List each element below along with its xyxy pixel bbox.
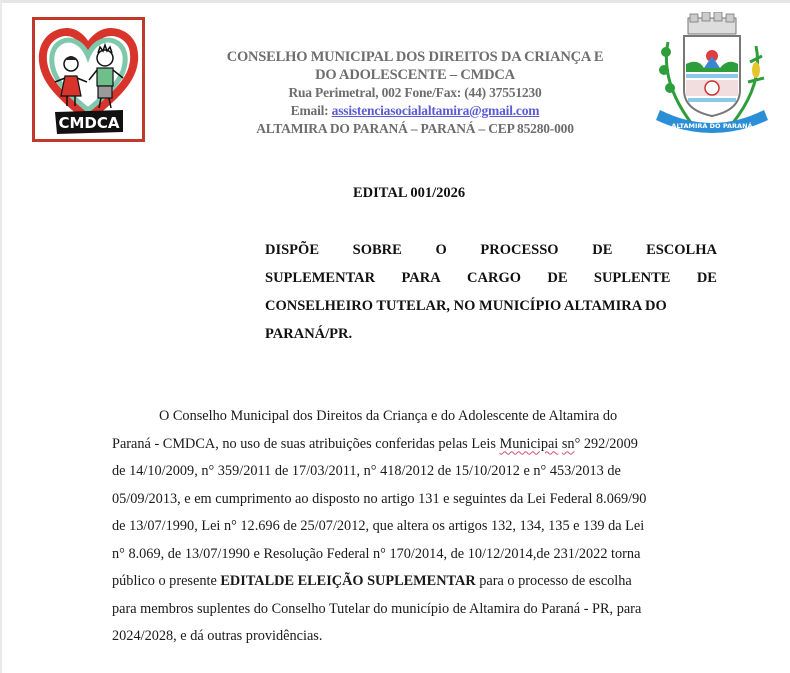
body-line-3: de 14/10/2009, n° 359/2011 de 17/03/2011, n° 418/2012 de 15/10/2012 e n° 453/2013 de [112, 463, 621, 479]
ementa-line-3: CONSELHEIRO TUTELAR, NO MUNICÍPIO ALTAMIRA DO [265, 298, 667, 314]
body-line-8: para membros suplentes do Conselho Tutelar do município de Altamira do Paraná - PR, para [112, 600, 642, 617]
body-paragraph [112, 403, 717, 651]
body-line-9: 2024/2028, e dá outras providências. [112, 628, 323, 644]
body-line-7 [112, 568, 717, 596]
body-text-segment: ° 292/2009 [574, 435, 638, 452]
ementa-word: DE [696, 270, 717, 286]
ementa-word: SOBRE [352, 242, 402, 258]
body-line-6: n° 8.069, de 13/07/1990 e Resolução Federal n° 170/2014, de 10/12/2014,de 231/2022 torna [112, 545, 641, 562]
body-line-5: de 13/07/1990, Lei n° 12.696 de 25/07/2012, que altera os artigos 132, 134, 135 e 139 da Lei [112, 518, 645, 534]
cmdca-logo [32, 17, 145, 142]
letterhead-org-line2: DO ADOLESCENTE – CMDCA [315, 67, 515, 83]
ementa [265, 236, 717, 348]
body-line-2 [112, 431, 717, 459]
ementa-line-2 [265, 264, 717, 292]
ementa-word: DE [592, 242, 613, 258]
ementa-word: SUPLEMENTAR [265, 270, 376, 286]
email-link[interactable]: assistenciasocialaltamira@gmail.com [331, 103, 540, 118]
body-text-segment: para o processo de escolha [479, 573, 632, 589]
cmdca-logo-graphic [35, 20, 142, 139]
ementa-word: DE [547, 270, 568, 286]
spellcheck-flagged-word[interactable]: Municipai [499, 435, 559, 452]
letterhead-address: Rua Perimetral, 002 Fone/Fax: (44) 37551230 [288, 85, 542, 100]
ementa-word: SUPLENTE [593, 270, 671, 286]
cmdca-logo-text: CMDCA [58, 114, 120, 132]
window-left-edge [0, 0, 2, 673]
letterhead-org-line1: CONSELHO MUNICIPAL DOS DIREITOS DA CRIANÇA E [226, 49, 604, 65]
edital-title: EDITAL 001/2026 [353, 185, 466, 201]
ementa-word: CARGO [467, 270, 522, 286]
ementa-word: PARA [401, 270, 441, 286]
spellcheck-flagged-word[interactable]: sn [561, 435, 575, 452]
body-text-segment: Paraná - CMDCA, no uso de suas atribuições conferidas pelas Leis [112, 435, 496, 452]
ementa-line-1 [265, 236, 717, 264]
body-text-segment: público o presente [112, 573, 217, 589]
seal-banner-text: ALTAMIRA DO PARANÁ [671, 122, 753, 130]
body-line-4: 05/09/2013, e em cumprimento ao disposto no artigo 131 e seguintes da Lei Federal 8.069/90 [112, 490, 647, 507]
municipal-coat-of-arms [652, 12, 772, 140]
body-line-1: O Conselho Municipal dos Direitos da Criança e do Adolescente de Altamira do [159, 408, 618, 424]
ementa-word: ESCOLHA [646, 242, 717, 258]
ementa-word: DISPÕE [265, 242, 319, 258]
ementa-line-4: PARANÁ/PR. [265, 326, 353, 342]
ementa-word: O [435, 242, 447, 258]
email-label: Email: [290, 103, 329, 118]
window-top-edge [0, 0, 790, 3]
letterhead-city-line: ALTAMIRA DO PARANÁ – PARANÁ – CEP 85280-000 [256, 121, 574, 136]
letterhead-email-line [195, 102, 635, 120]
coat-of-arms-graphic [652, 12, 772, 140]
letterhead [195, 48, 635, 138]
ementa-word: PROCESSO [480, 242, 559, 258]
body-bold-segment: EDITALDE ELEIÇÃO SUPLEMENTAR [220, 573, 476, 589]
